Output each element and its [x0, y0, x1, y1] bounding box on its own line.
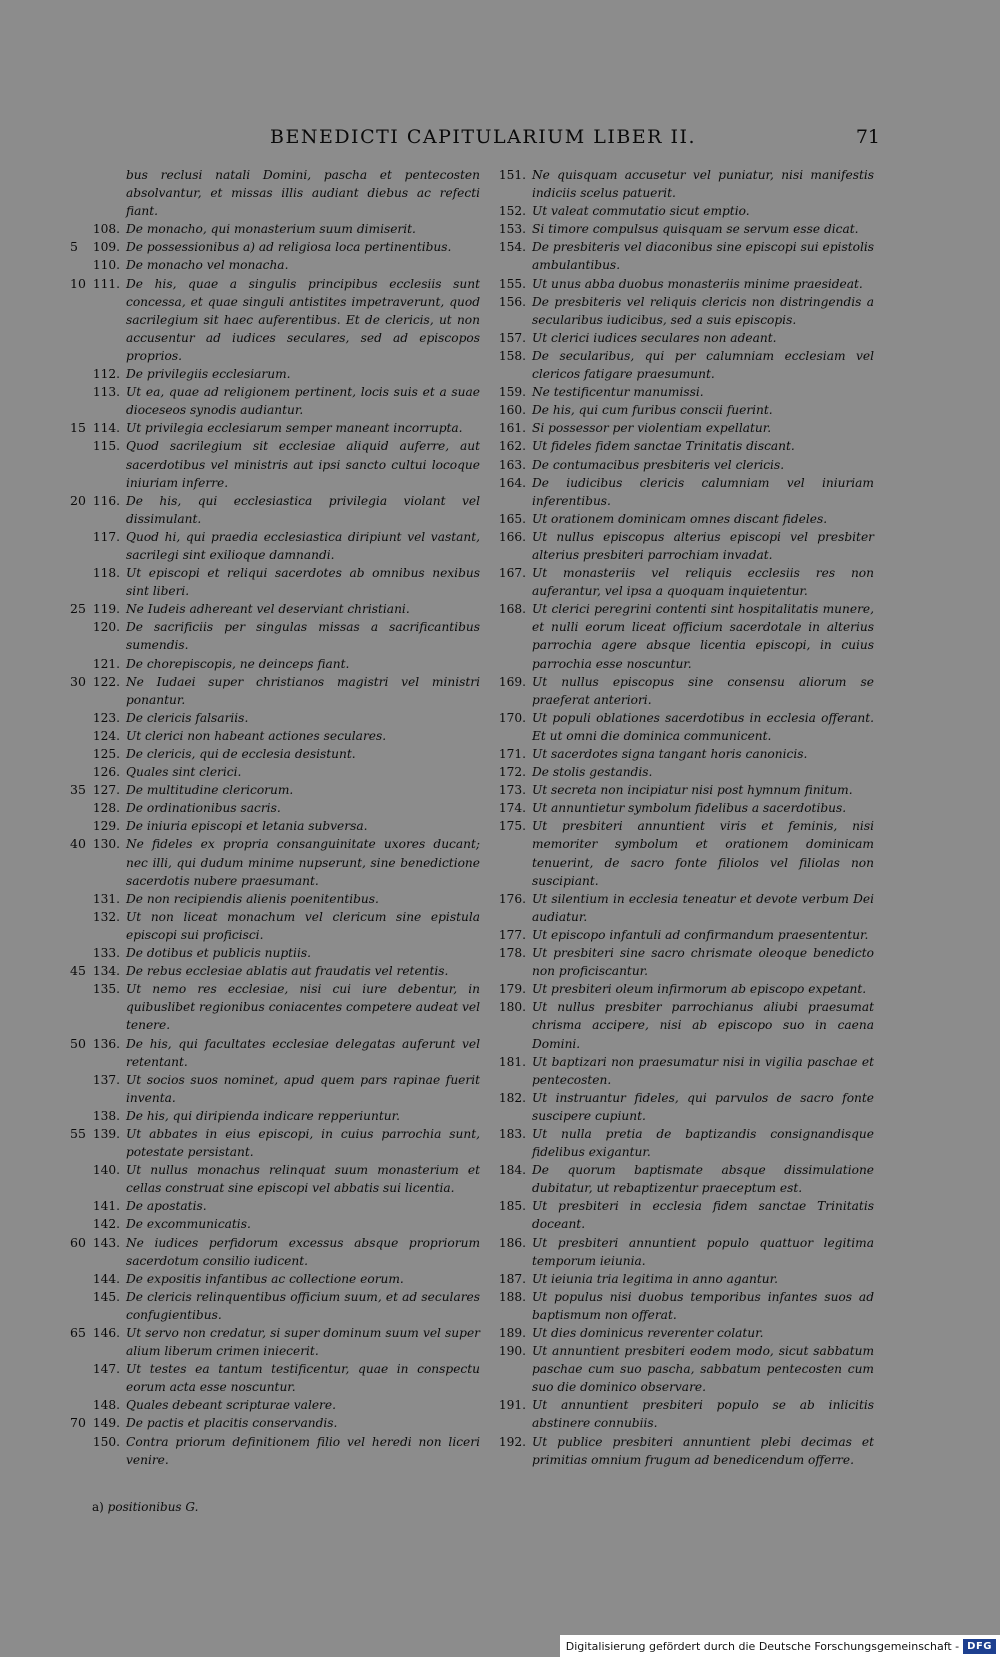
chapter-title: Ut socios suos nominet, apud quem pars rapinae fuerit inventa.	[126, 1072, 480, 1105]
chapter-number: 113.	[92, 385, 120, 400]
chapter-entry	[484, 510, 874, 528]
chapter-number: 156.	[498, 294, 526, 309]
chapter-number: 165.	[498, 511, 526, 526]
chapter-number: 160.	[498, 403, 526, 418]
chapter-entry	[60, 256, 480, 274]
chapter-title: De iniuria episcopi et letania subversa.	[126, 819, 368, 834]
chapter-entry	[60, 492, 480, 528]
chapter-title: Ut nullus monachus relinquat suum monasterium et cellas construat sine episcopi vel abbatis sui licentia.	[126, 1163, 480, 1196]
chapter-number: 134.	[92, 964, 120, 979]
chapter-entry	[60, 1396, 480, 1414]
chapter-number: 142.	[92, 1217, 120, 1232]
chapter-number: 158.	[498, 348, 526, 363]
chapter-title: Ut nemo res ecclesiae, nisi cui iure debentur, in quibuslibet regionibus coniacentes competere audeat vel tenere.	[126, 982, 480, 1033]
chapter-title: Ne iudices perfidorum excessus absque propriorum sacerdotum consilio iudicent.	[126, 1235, 480, 1268]
chapter-entry	[484, 383, 874, 401]
chapter-number: 181.	[498, 1054, 526, 1069]
chapter-entry	[484, 745, 874, 763]
chapter-number: 155.	[498, 276, 526, 291]
line-margin-number: 40	[70, 836, 86, 852]
chapter-number: 170.	[498, 710, 526, 725]
chapter-title: Ut clerici non habeant actiones seculares.	[126, 728, 387, 743]
chapter-entry	[60, 908, 480, 944]
chapter-entry	[60, 655, 480, 673]
chapter-number: 121.	[92, 656, 120, 671]
chapter-title: Ut presbiteri annuntient viris et feminis, nisi memoriter symbolum et orationem dominicam tenuerint, de sacro fonte filiolos vel filiolas non suscipiant.	[532, 819, 874, 888]
chapter-entry	[484, 437, 874, 455]
left-column	[60, 166, 480, 1469]
chapter-title: Ut episcopi et reliqui sacerdotes ab omnibus nexibus sint liberi.	[126, 566, 480, 599]
chapter-title: Ut presbiteri oleum infirmorum ab episcopo expetant.	[532, 982, 867, 997]
chapter-number: 190.	[498, 1344, 526, 1359]
chapter-number: 137.	[92, 1072, 120, 1087]
chapter-title: Ut presbiteri sine sacro chrismate oleoque benedicto non proficiscantur.	[532, 946, 874, 979]
chapter-entry	[60, 799, 480, 817]
chapter-entry	[60, 962, 480, 980]
chapter-entry	[60, 1324, 480, 1360]
chapter-number: 175.	[498, 819, 526, 834]
line-margin-number: 15	[70, 420, 86, 436]
chapter-entry	[60, 745, 480, 763]
chapter-title: De sacrificiis per singulas missas a sacrificantibus sumendis.	[126, 620, 480, 653]
chapter-number: 120.	[92, 620, 120, 635]
chapter-entry	[60, 944, 480, 962]
chapter-entry	[60, 1107, 480, 1125]
chapter-title: De pactis et placitis conservandis.	[126, 1416, 338, 1431]
chapter-title: De presbiteris vel diaconibus sine episcopi sui epistolis ambulantibus.	[532, 240, 874, 273]
chapter-title: De his, qui cum furibus conscii fuerint.	[532, 403, 773, 418]
chapter-number: 145.	[92, 1289, 120, 1304]
chapter-title: De dotibus et publicis nuptiis.	[126, 946, 311, 961]
chapter-title: De excommunicatis.	[126, 1217, 251, 1232]
chapter-entry	[60, 365, 480, 383]
chapter-entry	[484, 1089, 874, 1125]
chapter-number: 148.	[92, 1398, 120, 1413]
chapter-entry	[484, 1234, 874, 1270]
chapter-number: 130.	[92, 837, 120, 852]
line-margin-number: 30	[70, 673, 86, 689]
chapter-title: De chorepiscopis, ne deinceps fiant.	[126, 656, 350, 671]
chapter-title: Ut secreta non incipiatur nisi post hymnum finitum.	[532, 783, 853, 798]
chapter-entry	[60, 564, 480, 600]
chapter-title: Ne testificentur manumissi.	[532, 385, 704, 400]
chapter-title: Quod hi, qui praedia ecclesiastica diripiunt vel vastant, sacrilegi sint exilioque damnandi.	[126, 529, 480, 562]
chapter-title: Ut annuntietur symbolum fidelibus a sacerdotibus.	[532, 801, 847, 816]
chapter-number: 192.	[498, 1434, 526, 1449]
chapter-title: De possessionibus a) ad religiosa loca pertinentibus.	[126, 240, 452, 255]
chapter-title: Ne Iudaei super christianos magistri vel ministri ponantur.	[126, 674, 480, 707]
chapter-entry	[484, 347, 874, 383]
chapter-number: 124.	[92, 728, 120, 743]
chapter-entry	[60, 1197, 480, 1215]
chapter-title: De clericis, qui de ecclesia desistunt.	[126, 747, 356, 761]
chapter-title: Ut silentium in ecclesia teneatur et devote verbum Dei audiatur.	[532, 891, 874, 924]
chapter-number: 108.	[92, 222, 120, 237]
chapter-number: 136.	[92, 1036, 120, 1051]
chapter-entry	[60, 528, 480, 564]
chapter-number: 115.	[92, 439, 120, 454]
chapter-entry	[484, 419, 874, 437]
chapter-entry	[484, 763, 874, 781]
chapter-number: 144.	[92, 1271, 120, 1286]
chapter-number: 184.	[498, 1163, 526, 1178]
chapter-entry	[484, 673, 874, 709]
line-margin-number: 70	[70, 1415, 86, 1431]
chapter-number: 152.	[498, 204, 526, 219]
chapter-number: 166.	[498, 529, 526, 544]
chapter-number: 139.	[92, 1126, 120, 1141]
chapter-number: 151.	[498, 168, 526, 182]
chapter-title: De contumacibus presbiteris vel clericis.	[532, 457, 785, 472]
chapter-number: 153.	[498, 222, 526, 237]
chapter-title: Ut valeat commutatio sicut emptio.	[532, 204, 750, 219]
chapter-title: Ut privilegia ecclesiarum semper maneant incorrupta.	[126, 421, 463, 436]
chapter-number: 119.	[92, 602, 120, 617]
chapter-number: 143.	[92, 1235, 120, 1250]
line-margin-number: 55	[70, 1125, 86, 1141]
chapter-entry	[60, 709, 480, 727]
chapter-title: Ut non liceat monachum vel clericum sine epistula episcopi sui proficisci.	[126, 909, 480, 942]
chapter-title: Ut annuntient presbiteri eodem modo, sicut sabbatum paschae cum suo pascha, sabbatum pentecosten cum suo die dominico observare.	[532, 1344, 874, 1395]
line-margin-number: 20	[70, 492, 86, 508]
chapter-entry	[484, 799, 874, 817]
chapter-title: Ut nullus episcopus sine consensu aliorum se praeferat anteriori.	[532, 674, 874, 707]
chapter-number: 186.	[498, 1235, 526, 1250]
chapter-number: 157.	[498, 330, 526, 345]
chapter-number: 173.	[498, 783, 526, 798]
chapter-title: De secularibus, qui per calumniam ecclesiam vel clericos fatigare praesumunt.	[532, 348, 874, 382]
chapter-title: Quod sacrilegium sit ecclesiae aliquid auferre, aut sacerdotibus vel ministris aut ipsi sancto cultui locoque iniuriam inferre.	[126, 439, 480, 490]
chapter-title: Quales sint clerici.	[126, 765, 242, 780]
chapter-title: De stolis gestandis.	[532, 765, 653, 780]
chapter-title: Ut nullus episcopus alterius episcopi vel presbiter alterius presbiteri parrochiam invadat.	[532, 529, 874, 562]
chapter-entry	[60, 220, 480, 238]
chapter-title: Ut orationem dominicam omnes discant fideles.	[532, 511, 828, 526]
chapter-number: 174.	[498, 801, 526, 816]
chapter-entry	[60, 383, 480, 419]
chapter-number: 132.	[92, 909, 120, 924]
line-margin-number: 10	[70, 275, 86, 291]
chapter-entry	[484, 1270, 874, 1288]
chapter-title: De clericis relinquentibus officium suum, et ad seculares confugientibus.	[126, 1289, 480, 1322]
chapter-title: Ut populi oblationes sacerdotibus in ecclesia offerant. Et ut omni die dominica communicent.	[532, 710, 874, 743]
chapter-entry	[60, 618, 480, 654]
chapter-entry	[60, 1360, 480, 1396]
chapter-number: 110.	[92, 258, 120, 273]
chapter-entry	[484, 781, 874, 799]
chapter-title: Ne quisquam accusetur vel puniatur, nisi manifestis indiciis scelus patuerit.	[532, 168, 874, 201]
chapter-title: Contra priorum definitionem filio vel heredi non liceri venire.	[126, 1434, 480, 1467]
chapter-entry	[484, 1053, 874, 1089]
chapter-number: 163.	[498, 457, 526, 472]
chapter-number: 169.	[498, 674, 526, 689]
chapter-title: Ut unus abba duobus monasteriis minime praesideat.	[532, 276, 863, 291]
chapter-entry	[484, 998, 874, 1052]
chapter-entry	[60, 980, 480, 1034]
chapter-number: 159.	[498, 385, 526, 400]
chapter-number: 129.	[92, 819, 120, 834]
chapter-entry	[484, 1161, 874, 1197]
line-margin-number: 65	[70, 1325, 86, 1340]
chapter-title: De non recipiendis alienis poenitentibus.	[126, 891, 379, 906]
footer-text: Digitalisierung gefördert durch die Deutsche Forschungsgemeinschaft -	[565, 1639, 960, 1653]
chapter-entry	[60, 1071, 480, 1107]
chapter-entry	[484, 926, 874, 944]
chapter-title: Si timore compulsus quisquam se servum esse dicat.	[532, 222, 859, 237]
footnote	[92, 1500, 198, 1514]
chapter-number: 179.	[498, 982, 526, 997]
chapter-entry	[484, 1125, 874, 1161]
chapter-title: De his, qui ecclesiastica privilegia violant vel dissimulant.	[126, 493, 480, 526]
chapter-number: 183.	[498, 1126, 526, 1141]
chapter-entry	[484, 1324, 874, 1342]
chapter-title: Ne fideles ex propria consanguinitate uxores ducant; nec illi, qui dudum minime nupserunt, sine benedictione sacerdotis nubere praesumant.	[126, 837, 480, 888]
chapter-entry	[60, 1234, 480, 1270]
chapter-entry	[60, 763, 480, 781]
chapter-title: Ut publice presbiteri annuntient plebi decimas et primitias omnium frugum ad benedicendum offerre.	[532, 1434, 874, 1467]
line-margin-number: 35	[70, 782, 86, 798]
chapter-entry	[60, 781, 480, 799]
chapter-entry	[60, 890, 480, 908]
chapter-number: 123.	[92, 710, 120, 725]
line-margin-number: 60	[70, 1234, 86, 1250]
chapter-number: 189.	[498, 1326, 526, 1340]
chapter-number: 109.	[92, 240, 120, 255]
chapter-title: Ut ea, quae ad religionem pertinent, locis suis et a suae dioceseos synodis audiantur.	[126, 385, 480, 418]
line-margin-number: 5	[70, 239, 78, 255]
chapter-number: 188.	[498, 1289, 526, 1304]
page-number: 71	[855, 126, 880, 148]
chapter-number: 167.	[498, 566, 526, 581]
chapter-number: 127.	[92, 783, 120, 798]
chapter-number	[60, 166, 126, 220]
chapter-number: 133.	[92, 946, 120, 961]
chapter-entry	[484, 600, 874, 672]
chapter-title: Ne Iudeis adhereant vel deserviant christiani.	[126, 602, 410, 617]
chapter-entry	[484, 202, 874, 220]
chapter-number: 168.	[498, 602, 526, 617]
chapter-title: Ut nullus presbiter parrochianus aliubi praesumat chrisma accipere, nisi ab episcopo suo in caena Domini.	[532, 1000, 874, 1051]
chapter-entry	[484, 1433, 874, 1469]
chapter-entry	[60, 275, 480, 365]
chapter-number: 141.	[92, 1199, 120, 1214]
chapter-entry	[484, 166, 874, 202]
chapter-entry	[60, 835, 480, 889]
chapter-title: Ut dies dominicus reverenter colatur.	[532, 1326, 764, 1340]
footnote-text: positionibus G.	[107, 1500, 199, 1514]
chapter-entry	[484, 275, 874, 293]
chapter-number: 117.	[92, 529, 120, 544]
chapter-number: 126.	[92, 765, 120, 780]
chapter-number: 187.	[498, 1271, 526, 1286]
chapter-title: De monacho vel monacha.	[126, 258, 289, 273]
chapter-entry	[60, 1161, 480, 1197]
dfg-logo: DFG	[963, 1639, 996, 1654]
chapter-number: 176.	[498, 891, 526, 906]
chapter-title: Ut annuntient presbiteri populo se ab inlicitis abstinere connubiis.	[532, 1398, 874, 1431]
chapter-number: 150.	[92, 1434, 120, 1449]
chapter-title: Ut testes ea tantum testificentur, quae in conspectu eorum acta esse noscuntur.	[126, 1362, 480, 1395]
chapter-entry	[484, 944, 874, 980]
chapter-number: 135.	[92, 982, 120, 997]
chapter-entry	[484, 456, 874, 474]
chapter-entry	[60, 1215, 480, 1233]
chapter-title: De rebus ecclesiae ablatis aut fraudatis vel retentis.	[126, 964, 449, 979]
chapter-number: 138.	[92, 1108, 120, 1123]
line-margin-number: 50	[70, 1035, 86, 1051]
chapter-entry	[60, 166, 480, 220]
chapter-number: 116.	[92, 493, 120, 508]
chapter-title: De presbiteris vel reliquis clericis non distringendis a secularibus iudicibus, sed a suis episcopis.	[532, 294, 874, 327]
chapter-title: Ut presbiteri annuntient populo quattuor legitima temporum ieiunia.	[532, 1235, 874, 1268]
chapter-number: 182.	[498, 1090, 526, 1105]
chapter-title: Ut episcopo infantuli ad confirmandum praesententur.	[532, 927, 869, 942]
chapter-number: 114.	[92, 421, 120, 436]
chapter-entry	[484, 220, 874, 238]
header-title: BENEDICTI CAPITULARIUM LIBER II.	[270, 126, 697, 148]
chapter-entry	[484, 1342, 874, 1396]
chapter-entry	[484, 528, 874, 564]
chapter-entry	[484, 709, 874, 745]
chapter-entry	[484, 1288, 874, 1324]
chapter-title: Quales debeant scripturae valere.	[126, 1398, 336, 1413]
chapter-number: 171.	[498, 747, 526, 761]
chapter-title: De apostatis.	[126, 1199, 207, 1214]
digitization-footer	[560, 1635, 1000, 1657]
chapter-number: 185.	[498, 1199, 526, 1214]
chapter-entry	[60, 1270, 480, 1288]
chapter-number: 118.	[92, 566, 120, 581]
chapter-number: 125.	[92, 747, 120, 761]
chapter-number: 161.	[498, 421, 526, 436]
chapter-number: 177.	[498, 927, 526, 942]
chapter-title: Ut populus nisi duobus temporibus infantes suos ad baptismum non offerat.	[532, 1289, 874, 1322]
chapter-title: De his, qui facultates ecclesiae delegatas auferunt vel retentant.	[126, 1036, 480, 1069]
chapter-title: De clericis falsariis.	[126, 710, 249, 725]
chapter-number: 140.	[92, 1163, 120, 1178]
chapter-entry	[484, 238, 874, 274]
footnote-mark: a)	[92, 1500, 104, 1514]
chapter-entry	[60, 1433, 480, 1469]
chapter-number: 164.	[498, 475, 526, 490]
chapter-title: Ut baptizari non praesumatur nisi in vigilia paschae et pentecosten.	[532, 1054, 874, 1087]
chapter-number: 149.	[92, 1416, 120, 1431]
chapter-title: Si possessor per violentiam expellatur.	[532, 421, 772, 436]
chapter-title: Ut monasteriis vel reliquis ecclesiis res non auferantur, vel ipsa a quoquam inquietentur.	[532, 566, 874, 599]
chapter-entry	[60, 1414, 480, 1432]
chapter-number: 178.	[498, 946, 526, 961]
chapter-number: 180.	[498, 1000, 526, 1015]
chapter-title: Ut abbates in eius episcopi, in cuius parrochia sunt, potestate persistant.	[126, 1126, 480, 1160]
chapter-title: Ut presbiteri in ecclesia fidem sanctae Trinitatis doceant.	[532, 1199, 874, 1232]
chapter-number: 154.	[498, 240, 526, 255]
right-column	[484, 166, 874, 1469]
chapter-title: De his, qui diripienda indicare repperiuntur.	[126, 1108, 400, 1123]
chapter-number: 128.	[92, 801, 120, 816]
chapter-entry	[484, 1197, 874, 1233]
chapter-title: De privilegiis ecclesiarum.	[126, 367, 291, 382]
chapter-title: De ordinationibus sacris.	[126, 801, 281, 816]
chapter-entry	[484, 817, 874, 889]
chapter-number: 122.	[92, 674, 120, 689]
chapter-title: bus reclusi natali Domini, pascha et pentecosten absolvantur, et missas illis audiant diebus ac refecti fiant.	[126, 168, 480, 219]
chapter-title: Ut ieiunia tria legitima in anno agantur.	[532, 1271, 778, 1286]
running-header	[140, 126, 880, 152]
chapter-title: Ut fideles fidem sanctae Trinitatis discant.	[532, 439, 795, 454]
chapter-title: De expositis infantibus ac collectione eorum.	[126, 1271, 404, 1286]
chapter-entry	[60, 1288, 480, 1324]
chapter-title: De quorum baptismate absque dissimulatione dubitatur, ut rebaptizentur praeceptum est.	[532, 1163, 874, 1196]
chapter-entry	[484, 980, 874, 998]
chapter-title: Ut instruantur fideles, qui parvulos de sacro fonte suscipere cupiunt.	[532, 1090, 874, 1123]
chapter-entry	[60, 1125, 480, 1161]
chapter-entry	[60, 238, 480, 256]
chapter-title: Ut clerici peregrini contenti sint hospitalitatis munere, et nulli eorum liceat officium sacerdotale in alterius parrochia agere absque licentia episcopi, in cuius parrochia esse noscuntur.	[532, 602, 874, 671]
chapter-entry	[484, 329, 874, 347]
chapter-number: 162.	[498, 439, 526, 454]
chapter-title: De multitudine clericorum.	[126, 783, 294, 798]
chapter-entry	[60, 600, 480, 618]
line-margin-number: 45	[70, 963, 86, 979]
chapter-title: Ut sacerdotes signa tangant horis canonicis.	[532, 747, 808, 761]
chapter-title: De his, quae a singulis principibus ecclesiis sunt concessa, et quae singuli antistites impetraverunt, quod sacrilegium sit haec auferentibus. Et de clericis, ut non accusentur ad iudices seculares, sed ad episcopos proprios.	[126, 276, 480, 363]
chapter-entry	[484, 474, 874, 510]
chapter-entry	[484, 1396, 874, 1432]
chapter-entry	[60, 727, 480, 745]
chapter-number: 147.	[92, 1362, 120, 1377]
chapter-number: 172.	[498, 765, 526, 780]
chapter-entry	[60, 1035, 480, 1071]
chapter-entry	[60, 437, 480, 491]
chapter-entry	[60, 419, 480, 437]
chapter-title: Ut nulla pretia de baptizandis consignandisque fidelibus exigantur.	[532, 1126, 874, 1160]
chapter-number: 112.	[92, 367, 120, 382]
chapter-entry	[484, 890, 874, 926]
chapter-number: 146.	[92, 1326, 120, 1340]
chapter-entry	[60, 817, 480, 835]
chapter-title: Ut servo non credatur, si super dominum suum vel super alium liberum crimen iniecerit.	[126, 1326, 480, 1359]
chapter-entry	[484, 293, 874, 329]
chapter-title: De monacho, qui monasterium suum dimiserit.	[126, 222, 416, 237]
chapter-number: 131.	[92, 891, 120, 906]
chapter-number: 111.	[92, 276, 120, 291]
chapter-entry	[60, 673, 480, 709]
chapter-number: 191.	[498, 1398, 526, 1413]
chapter-title: Ut clerici iudices seculares non adeant.	[532, 330, 777, 345]
chapter-entry	[484, 401, 874, 419]
chapter-entry	[484, 564, 874, 600]
line-margin-number: 25	[70, 601, 86, 617]
chapter-title: De iudicibus clericis calumniam vel iniuriam inferentibus.	[532, 475, 874, 508]
